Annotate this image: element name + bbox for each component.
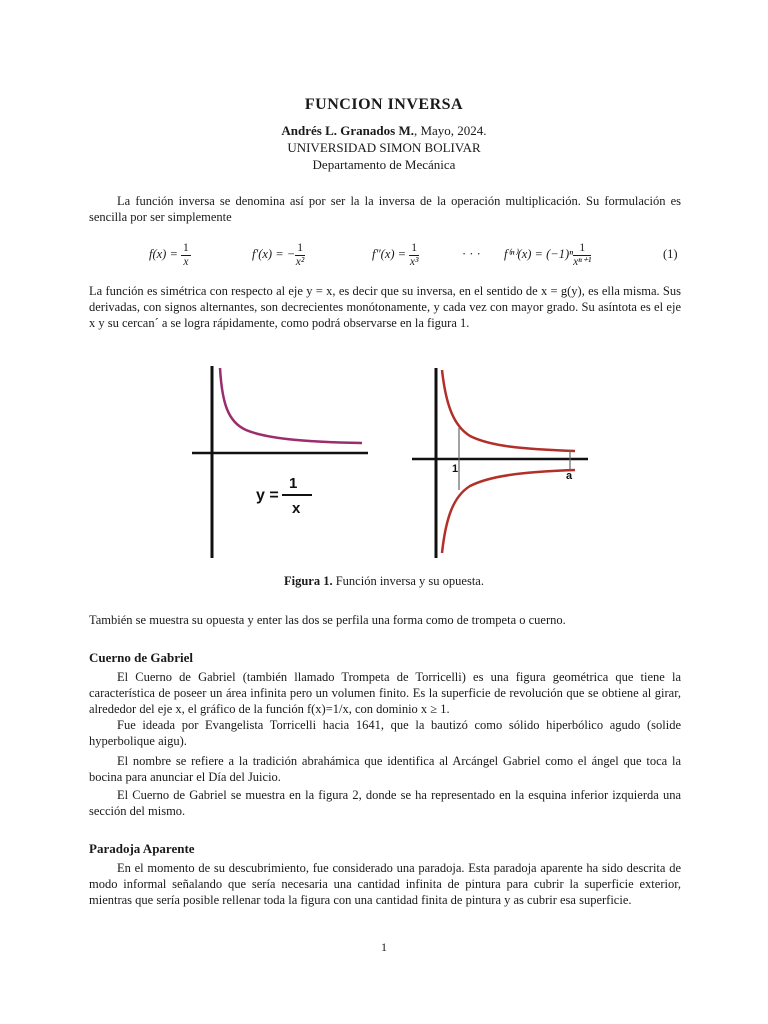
heading-cuerno-de-gabriel: Cuerno de Gabriel [89, 650, 193, 665]
figure-caption [0, 574, 768, 589]
institution: UNIVERSIDAD SIMON BOLIVAR [287, 140, 481, 155]
eq-f-second: f″(x) = $\frac{1}{\text{x³}}$ [372, 241, 419, 268]
equation-1 [89, 237, 681, 271]
eq-dots: · · · [462, 247, 481, 261]
right-curve-upper [442, 370, 575, 451]
author-name: Andrés L. Granados M. [281, 123, 414, 138]
paper-title: FUNCION INVERSA [304, 96, 464, 113]
caption-label: Figura 1. [284, 574, 333, 588]
after-figure-paragraph: También se muestra su opuesta y enter las dos se perfila una forma como de trompeta o cuerno. [89, 613, 566, 627]
gabriel-paragraph-1: El Cuerno de Gabriel (también llamado Trompeta de Torricelli) es una figura geométrica que tiene la característica de poseer un área infinita pero un volumen finito. Es la superficie de revolución que se obtiene al girar, alrededor del eje x, el gráfico de la función f(x)=1/x, con dominio x ≥ 1. [89, 670, 681, 716]
right-label-1: 1 [452, 463, 459, 475]
gabriel-paragraph-4: El Cuerno de Gabriel se muestra en la figura 2, donde se ha representado en la esquina inferior izquierda una sección del mismo. [89, 788, 681, 818]
author-date: , Mayo, 2024. [413, 123, 487, 138]
eq-f-n: f⁽ⁿ⁾(x) = (−1)ⁿ $\frac{1}{\text{xⁿ⁺¹}}$ [504, 241, 592, 268]
left-label-den: x [292, 500, 301, 517]
eq-f: f(x) = $\frac{1}{x}$ [149, 241, 189, 268]
figure-right-plot [412, 368, 588, 558]
eq-number: (1) [663, 247, 678, 261]
left-curve [220, 368, 362, 443]
gabriel-paragraph-3: El nombre se refiere a la tradición abrahámica que identifica al Arcángel Gabriel como el ángel que toca la bocina para anunciar el Día del Juicio. [89, 754, 681, 784]
department: Departamento de Mecánica [312, 157, 456, 172]
eq-f-prime: f′(x) = − $\frac{1}{\text{x²}}$ [252, 241, 305, 268]
symmetry-paragraph: La función es simétrica con respecto al eje y = x, es decir que su inversa, en el sentido de x = g(y), es ella misma. Sus derivadas, con signos alternantes, son decrecientes monótonamente, y cada vez con mayor grado. Su asíntota es el eje x y su cercan´ a se logra rápidamente, como podrá observarse en la figura 1. [89, 284, 681, 330]
author-line [0, 123, 768, 139]
heading-paradoja-aparente: Paradoja Aparente [89, 841, 195, 856]
right-curve-lower [442, 470, 575, 553]
intro-paragraph: La función inversa se denomina así por ser la la inversa de la operación multiplicación. Su formulación es sencilla por ser simplemente [89, 194, 681, 224]
right-label-a: a [566, 470, 573, 482]
figure-left-plot [192, 366, 368, 558]
left-label-num: 1 [289, 475, 298, 492]
page-number: 1 [381, 940, 387, 954]
caption-text: Función inversa y su opuesta. [332, 574, 484, 588]
left-label-y: y = [256, 487, 279, 504]
figure-1 [190, 358, 590, 563]
gabriel-paragraph-2: Fue ideada por Evangelista Torricelli hacia 1641, que la bautizó como sólido hiperbólico agudo (solide hyperbolique aigu). [89, 718, 681, 748]
paradoja-paragraph-1: En el momento de su descubrimiento, fue considerado una paradoja. Esta paradoja aparente ha sido descrita de modo informal señalando que sería necesaria una cantidad infinita de pintura para cubrir la superficie exterior, mientras que sería posible rellenar toda la figura con una cantidad finita de pintura y as cubrir esa superficie. [89, 861, 681, 907]
